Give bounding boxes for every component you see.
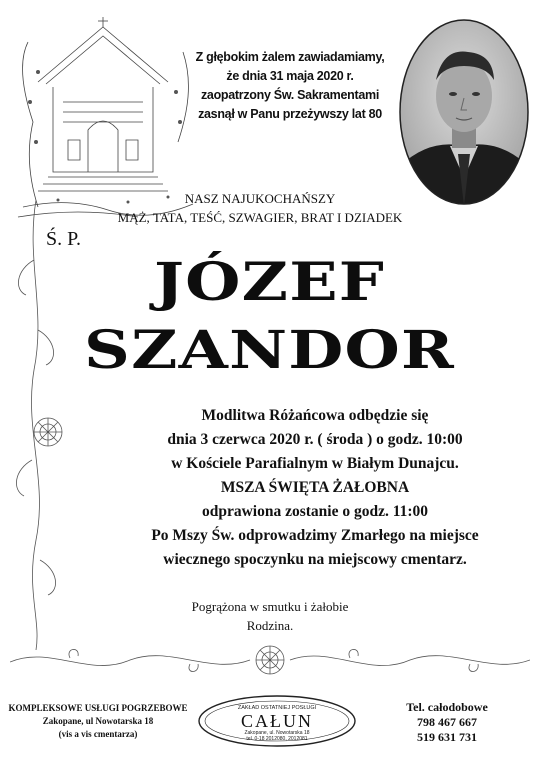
- details-line: Po Mszy Św. odprowadzimy Zmarłego na miejsce: [151, 527, 479, 544]
- phone-block: [362, 700, 532, 745]
- ceremony-details: [100, 404, 530, 572]
- company-logo: [197, 694, 357, 748]
- company-note: (vis a vis cmentarza): [58, 729, 138, 739]
- relation-line-1: NASZ NAJUKOCHAŃSZY: [184, 191, 336, 206]
- announcement-line: Z głębokim żalem zawiadamiamy,: [195, 50, 385, 64]
- deceased-first-name: JÓZEF: [153, 252, 386, 313]
- details-line: Modlitwa Różańcowa odbędzie się: [201, 407, 429, 424]
- phone-label: Tel. całodobowe: [406, 700, 488, 714]
- details-line: wiecznego spoczynku na miejscowy cmentarz.: [163, 551, 467, 568]
- announcement-line: że dnia 31 maja 2020 r.: [226, 69, 354, 83]
- logo-name: CAŁUN: [241, 711, 313, 731]
- details-line: odprawiona zostanie o godz. 11:00: [201, 503, 429, 520]
- details-line: dnia 3 czerwca 2020 r. ( środa ) o godz. 10:00: [167, 431, 463, 448]
- closing-block: [140, 597, 400, 635]
- closing-line: Pogrążona w smutku i żałobie: [191, 599, 349, 614]
- deceased-last-name: SZANDOR: [84, 320, 455, 381]
- logo-phones: tel. 0-18 2012080, 2012081: [246, 736, 308, 742]
- phone-number: 519 631 731: [417, 730, 477, 744]
- company-address: Zakopane, ul Nowotarska 18: [42, 716, 154, 726]
- announcement-line: zaopatrzony Św. Sakramentami: [200, 88, 379, 102]
- closing-line: Rodzina.: [246, 618, 294, 633]
- bottom-ornament: [10, 640, 530, 680]
- announcement-line: zasnął w Panu przeżywszy lat 80: [198, 107, 382, 121]
- funeral-company-info: [8, 702, 188, 741]
- logo-top-text: ZAKŁAD OSTATNIEJ POSŁUGI: [237, 705, 317, 711]
- details-line: MSZA ŚWIĘTA ŻAŁOBNA: [220, 479, 410, 496]
- logo-address: Zakopane, ul. Nowotarska 18: [244, 730, 310, 736]
- announcement-block: [190, 48, 390, 124]
- phone-number: 798 467 667: [417, 715, 477, 729]
- sp-abbreviation: Ś. P.: [46, 228, 82, 250]
- relation-line-2: MĄŻ, TATA, TEŚĆ, SZWAGIER, BRAT I DZIADEK: [117, 210, 403, 225]
- portrait-photo: [398, 18, 530, 206]
- company-name: KOMPLEKSOWE USŁUGI POGRZEBOWE: [8, 703, 188, 713]
- details-line: w Kościele Parafialnym w Białym Dunajcu.: [171, 455, 459, 472]
